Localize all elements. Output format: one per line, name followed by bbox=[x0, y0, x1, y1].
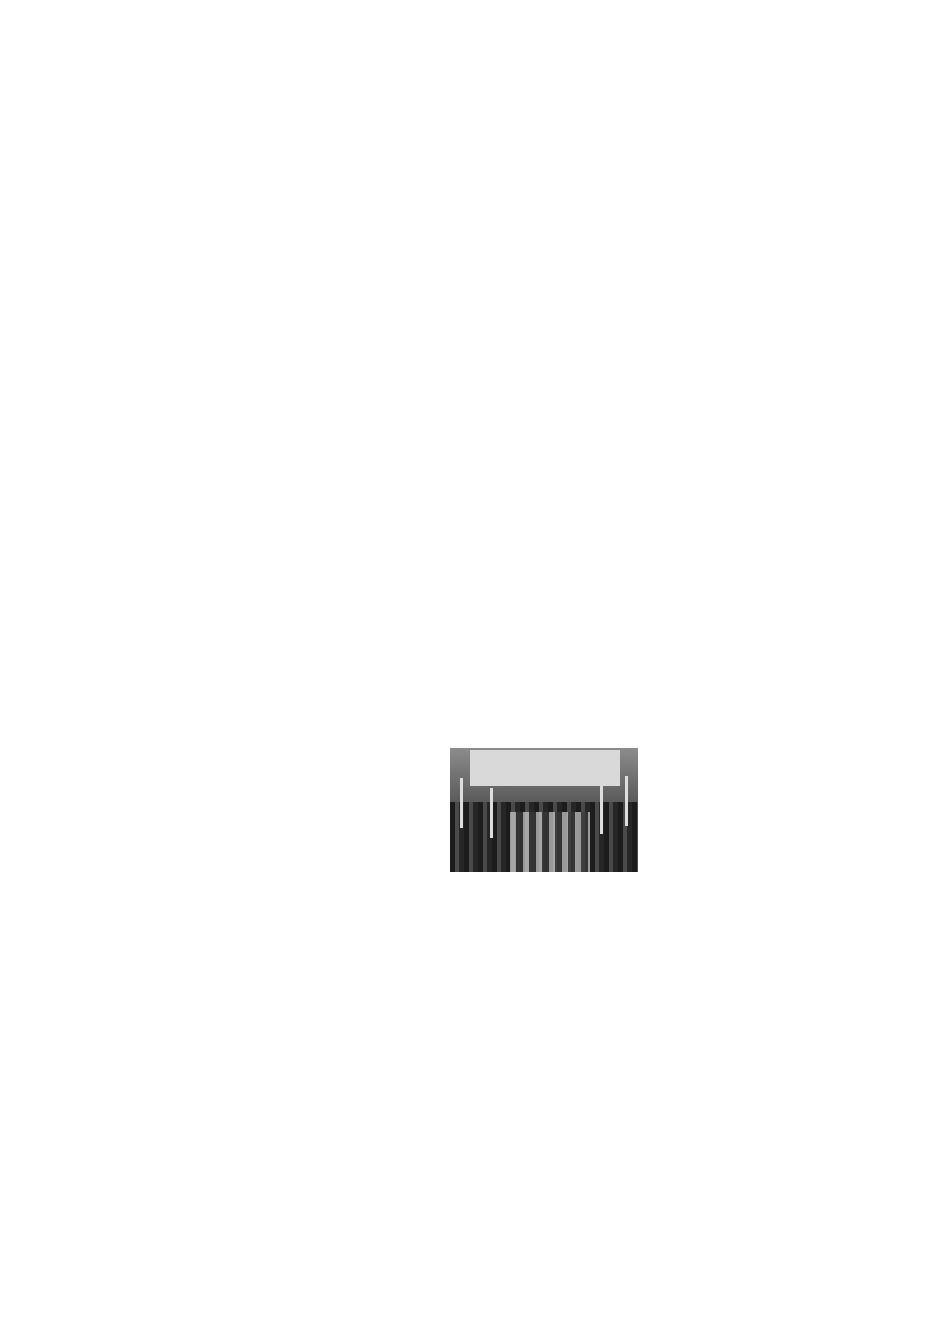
marchers-shape bbox=[510, 812, 590, 872]
income-bar-chart bbox=[466, 1176, 732, 1268]
protest-banner bbox=[470, 750, 620, 786]
flag-pole bbox=[600, 784, 603, 834]
history-photo bbox=[450, 748, 638, 872]
flag-pole bbox=[625, 776, 628, 826]
flag-pole bbox=[460, 778, 463, 828]
flag-pole bbox=[490, 788, 493, 838]
